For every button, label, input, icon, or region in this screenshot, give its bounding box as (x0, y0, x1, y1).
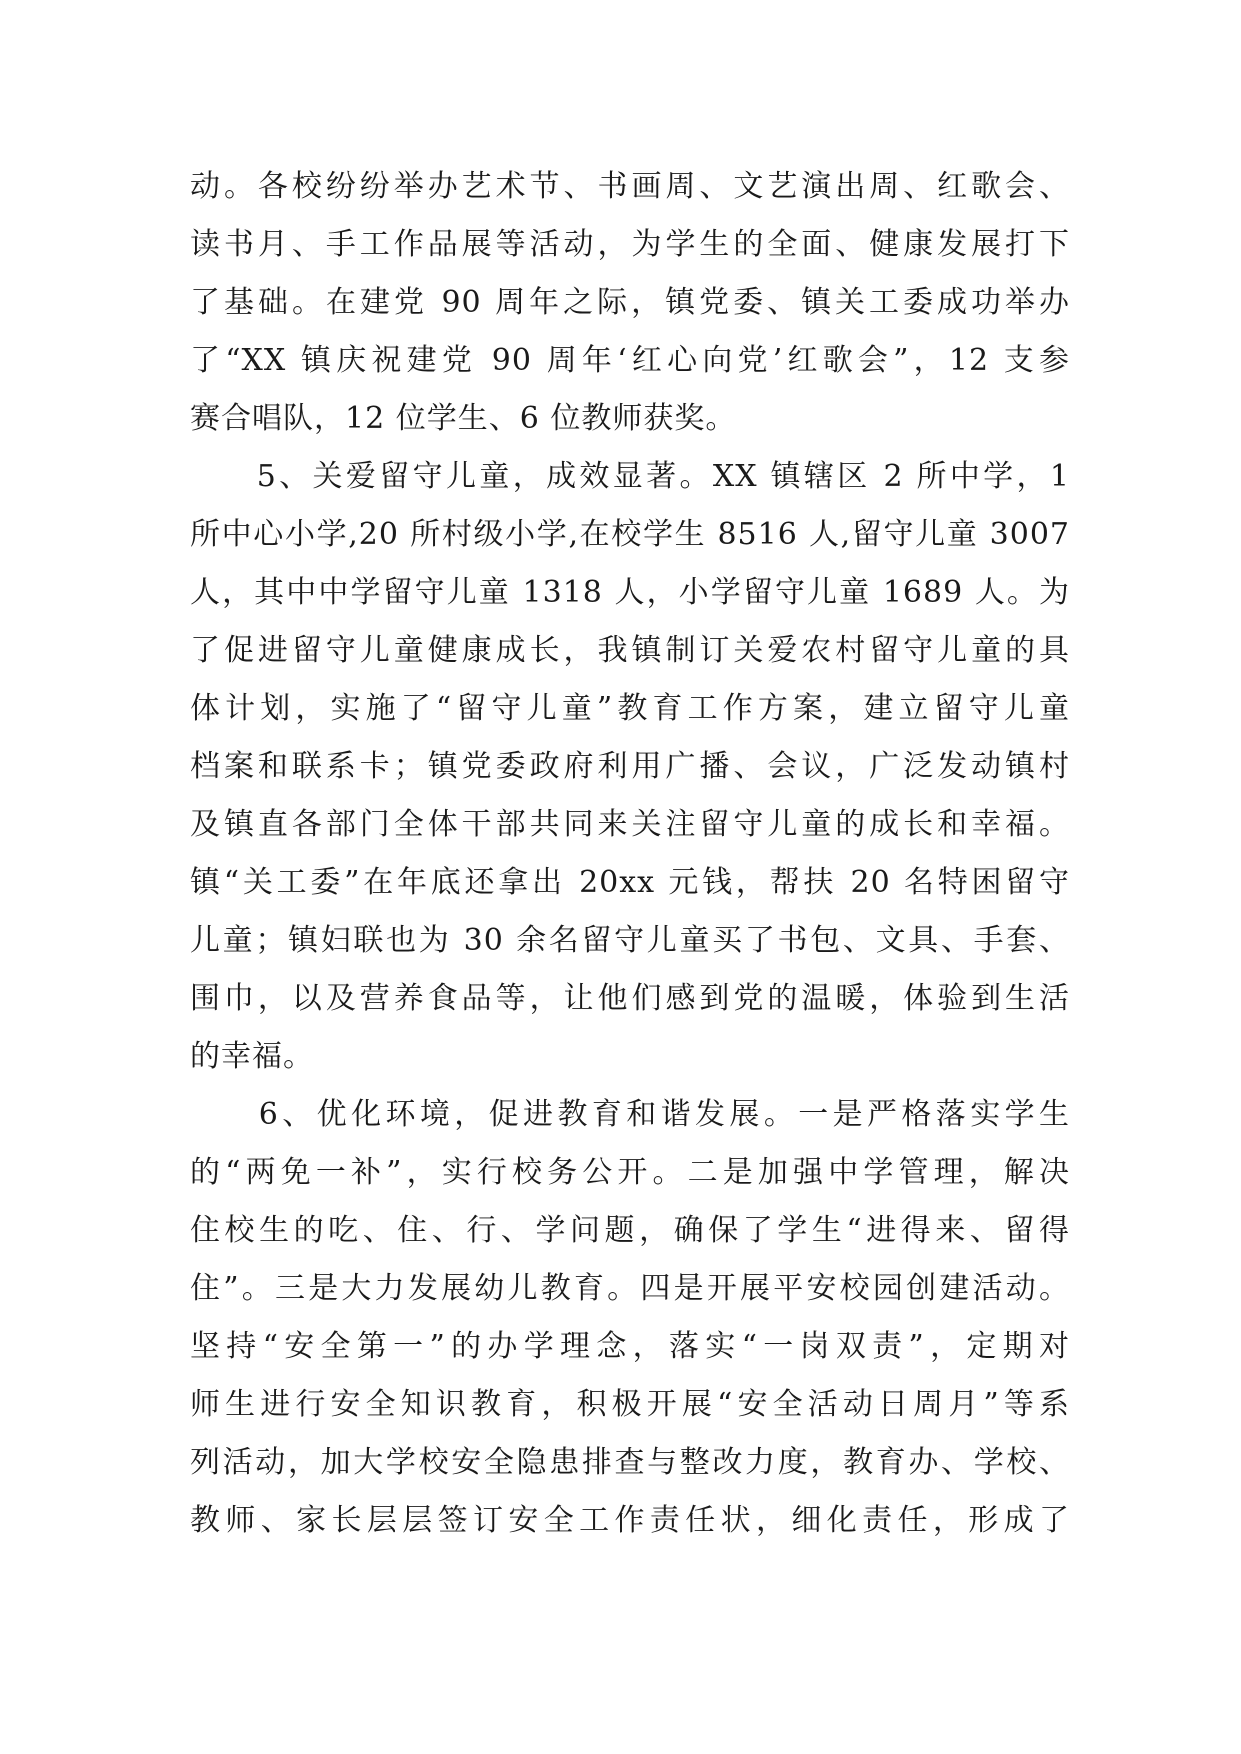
text-line: 的“两免一补”，实行校务公开。二是加强中学管理，解决 (190, 1155, 1070, 1190)
text-line: 读书月、手工作品展等活动，为学生的全面、健康发展打下 (190, 227, 1070, 262)
text-line: 及镇直各部门全体干部共同来关注留守儿童的成长和幸福。 (190, 807, 1070, 842)
text-line: 镇“关工委”在年底还拿出 20xx 元钱，帮扶 20 名特困留守 (190, 865, 1070, 900)
text-line: 了基础。在建党 90 周年之际，镇党委、镇关工委成功举办 (190, 285, 1070, 320)
text-line: 住”。三是大力发展幼儿教育。四是开展平安校园创建活动。 (190, 1271, 1070, 1306)
paragraph-optimize-environment (190, 1086, 1070, 1550)
paragraph-activities (190, 158, 1070, 448)
text-line: 坚持“安全第一”的办学理念，落实“一岗双责”，定期对 (190, 1329, 1070, 1364)
text-line: 所中心小学,20 所村级小学,在校学生 8516 人,留守儿童 3007 (190, 517, 1070, 552)
text-line: 儿童；镇妇联也为 30 余名留守儿童买了书包、文具、手套、 (190, 923, 1070, 958)
paragraph-left-behind-children (190, 448, 1070, 1086)
text-line: 列活动，加大学校安全隐患排查与整改力度，教育办、学校、 (190, 1445, 1070, 1480)
text-line: 人，其中中学留守儿童 1318 人，小学留守儿童 1689 人。为 (190, 575, 1070, 610)
text-line: 动。各校纷纷举办艺术节、书画周、文艺演出周、红歌会、 (190, 169, 1070, 204)
text-line: 了“XX 镇庆祝建党 90 周年‘红心向党’红歌会”，12 支参 (190, 343, 1070, 378)
document-body (190, 158, 1070, 1550)
text-line: 师生进行安全知识教育，积极开展“安全活动日周月”等系 (190, 1387, 1070, 1422)
text-line: 6、优化环境，促进教育和谐发展。一是严格落实学生 (190, 1097, 1070, 1132)
text-line: 5、关爱留守儿童，成效显著。XX 镇辖区 2 所中学，1 (190, 459, 1070, 494)
text-line: 体计划，实施了“留守儿童”教育工作方案，建立留守儿童 (190, 691, 1070, 726)
text-line: 赛合唱队，12 位学生、6 位教师获奖。 (190, 401, 737, 436)
text-line: 教师、家长层层签订安全工作责任状，细化责任，形成了 (190, 1503, 1070, 1538)
text-line: 住校生的吃、住、行、学问题，确保了学生“进得来、留得 (190, 1213, 1070, 1248)
text-line: 了促进留守儿童健康成长，我镇制订关爱农村留守儿童的具 (190, 633, 1070, 668)
text-line: 档案和联系卡；镇党委政府利用广播、会议，广泛发动镇村 (190, 749, 1070, 784)
text-line: 围巾，以及营养食品等，让他们感到党的温暖，体验到生活 (190, 981, 1070, 1016)
text-line: 的幸福。 (190, 1039, 314, 1074)
